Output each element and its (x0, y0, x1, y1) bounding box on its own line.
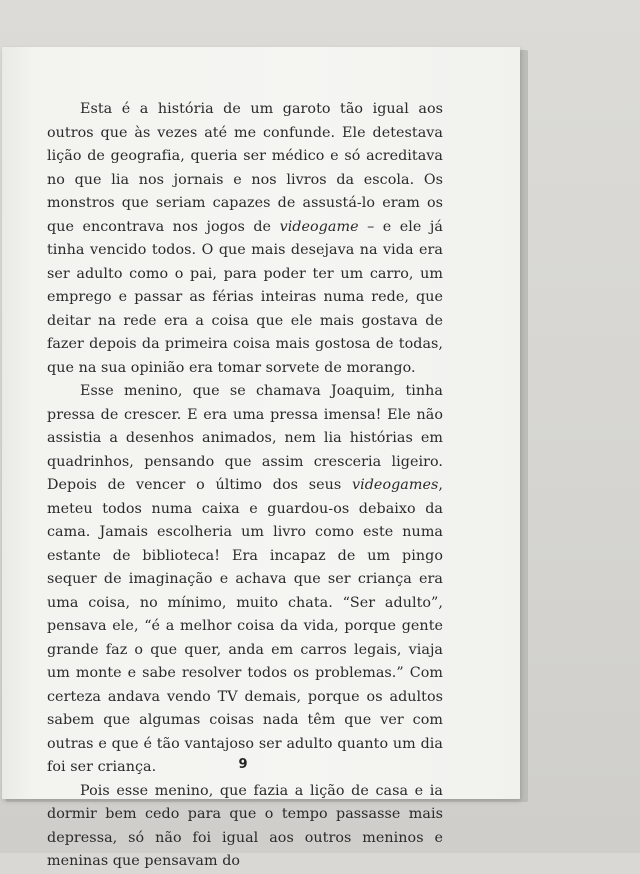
paragraph-3-part-1: Pois esse menino, que fazia a lição de casa e ia dormir bem cedo para que o tempo passasse mais depressa, só não foi igual aos outros meninos e meninas que pensavam do (47, 782, 443, 869)
paragraph-3 (47, 780, 443, 874)
paragraph-2-part-3: , meteu todos numa caixa e guardou-os debaixo da cama. Jamais escolheria um livro como este numa estante de biblioteca! Era incapaz de um pingo sequer de imaginação e achava que ser criança era uma coisa, no mínimo, muito chata. “Ser adulto”, pensava ele, “é a melhor coisa da vida, porque gente grande faz o que quer, anda em carros legais, viaja um monte e sabe resolver todos os problemas.” Com certeza andava vendo TV demais, porque os adultos sabem que algumas coisas nada têm que ver com outras e que é tão vantajoso ser adulto quanto um dia foi ser criança. (47, 477, 443, 775)
paragraph-2-part-1: Esse menino, que se chamava Joaquim, tinha pressa de crescer. E era uma pressa imensa! Ele não assistia a desenhos animados, nem lia histórias em quadrinhos, pensando que assim cresceria ligeiro. Depois de vencer o último dos seus (47, 383, 443, 493)
paragraph-1 (47, 98, 443, 380)
paragraph-1-part-1: Esta é a história de um garoto tão igual aos outros que às vezes até me confunde. Ele detestava lição de geografia, queria ser médico e só acreditava no que lia nos jornais e nos livros da escola. Os monstros que seriam capazes de assustá-lo eram os que encontrava nos jogos de (47, 101, 443, 235)
paragraph-1-part-3: – e ele já tinha vencido todos. O que mais desejava na vida era ser adulto como o pai, para poder ter um carro, um emprego e passar as férias inteiras numa rede, que deitar na rede era a coisa que ele mais gostava de fazer depois da primeira coisa mais gostosa de todas, que na sua opinião era tomar sorvete de morango. (47, 218, 443, 376)
page-number: 9 (238, 757, 248, 772)
paragraph-1-italic-word: videogame (279, 218, 359, 235)
paragraph-2 (47, 380, 443, 780)
paragraph-2-italic-word: videogames (351, 477, 439, 493)
